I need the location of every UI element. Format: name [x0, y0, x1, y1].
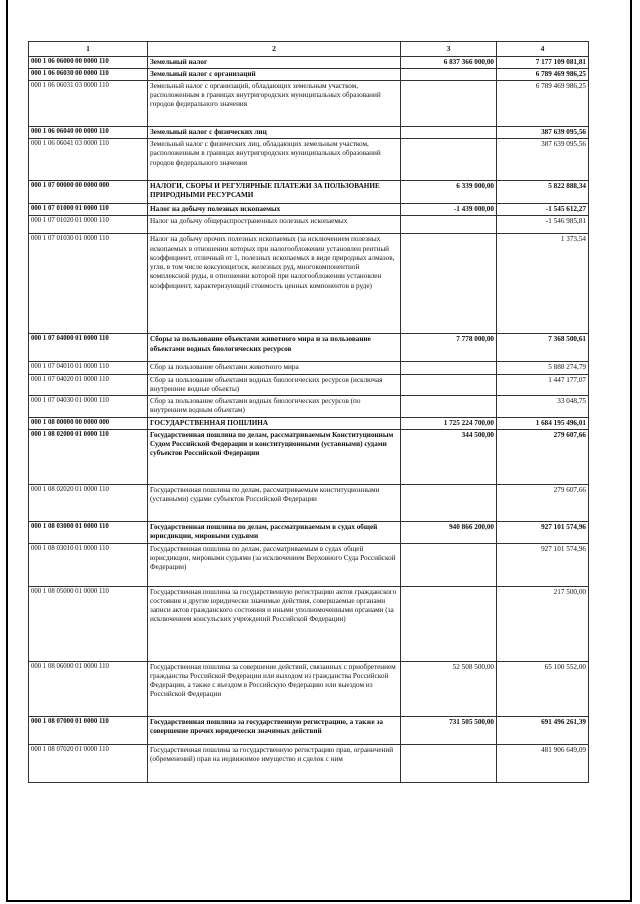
row-name: Государственная пошлина за государственную регистрацию, а также за совершение прочих юридически значимых действий — [148, 716, 401, 744]
row-code: 000 1 06 06041 03 0000 110 — [29, 139, 148, 181]
row-name: Государственная пошлина за государственную регистрацию актов гражданского состояния и другие юридически значимые действия, совершаемые органами записи актов гражданского состояния и иными уполномоченными органами (за исключением консульских учреждений Российской Федерации) — [148, 586, 401, 661]
row-plan-amount — [401, 543, 497, 586]
row-plan-amount: 6 837 366 000,00 — [401, 56, 497, 68]
row-plan-amount — [401, 127, 497, 139]
table-row — [29, 56, 589, 68]
row-plan-amount — [401, 362, 497, 374]
row-code: 000 1 07 01030 01 0000 110 — [29, 234, 148, 334]
row-fact-amount: -1 545 612,27 — [497, 204, 589, 216]
table-row — [29, 521, 589, 543]
row-name: Государственная пошлина по делам, рассматриваемым в судах общей юрисдикции, мировыми судьями (за исключением Верховного Суда Российской Федерации) — [148, 543, 401, 586]
row-name: Земельный налог с физических лиц, обладающих земельным участком, расположенным в границах внутригородских муниципальных образований городов федерального значения — [148, 139, 401, 181]
row-name: Налог на добычу полезных ископаемых — [148, 204, 401, 216]
row-plan-amount — [401, 374, 497, 395]
row-fact-amount: 5 888 274,79 — [497, 362, 589, 374]
table-row — [29, 543, 589, 586]
row-name: НАЛОГИ, СБОРЫ И РЕГУЛЯРНЫЕ ПЛАТЕЖИ ЗА ПОЛЬЗОВАНИЕ ПРИРОДНЫМИ РЕСУРСАМИ — [148, 181, 401, 204]
table-row — [29, 586, 589, 661]
row-code: 000 1 08 07020 01 0000 110 — [29, 744, 148, 782]
table-row — [29, 181, 589, 204]
table-row — [29, 429, 589, 484]
row-code: 000 1 08 03000 01 0000 110 — [29, 521, 148, 543]
row-code: 000 1 07 00000 00 0000 000 — [29, 181, 148, 204]
row-plan-amount — [401, 81, 497, 127]
row-fact-amount: 691 496 261,39 — [497, 716, 589, 744]
row-code: 000 1 07 04020 01 0000 110 — [29, 374, 148, 395]
row-fact-amount: 7 368 500,61 — [497, 334, 589, 362]
row-name: Земельный налог — [148, 56, 401, 68]
row-name: Сборы за пользование объектами животного мира и за пользование объектами водных биологических ресурсов — [148, 334, 401, 362]
row-fact-amount: 1 447 177,07 — [497, 374, 589, 395]
row-fact-amount: 279 607,66 — [497, 484, 589, 521]
row-fact-amount: 217 500,00 — [497, 586, 589, 661]
row-code: 000 1 07 01020 01 0000 110 — [29, 216, 148, 234]
row-name: Сбор за пользование объектами водных биологических ресурсов (исключая внутренние водные объекты) — [148, 374, 401, 395]
header-col-1: 1 — [29, 42, 148, 57]
table-row — [29, 744, 589, 782]
row-plan-amount: 7 778 000,00 — [401, 334, 497, 362]
row-code: 000 1 07 04000 01 0000 110 — [29, 334, 148, 362]
row-plan-amount — [401, 586, 497, 661]
table-row — [29, 234, 589, 334]
row-fact-amount: 481 906 649,09 — [497, 744, 589, 782]
row-name: Государственная пошлина по делам, рассматриваемым конституционными (уставными) судами субъектов Российской Федерации — [148, 484, 401, 521]
row-plan-amount — [401, 139, 497, 181]
row-fact-amount: -1 546 985,81 — [497, 216, 589, 234]
row-plan-amount: 344 500,00 — [401, 429, 497, 484]
row-name: Государственная пошлина за совершение действий, связанных с приобретением гражданства Российской Федерации или выходом из гражданства Российской Федерации, а также с въездом в Российскую Федерацию или выездом из Российской Федерации — [148, 661, 401, 716]
row-plan-amount: 52 508 500,00 — [401, 661, 497, 716]
row-name: Сбор за пользование объектами водных биологических ресурсов (по внутренним водным объектам) — [148, 396, 401, 417]
table-row — [29, 484, 589, 521]
row-name: Земельный налог с физических лиц — [148, 127, 401, 139]
row-code: 000 1 06 06030 00 0000 110 — [29, 68, 148, 80]
row-plan-amount: -1 439 000,00 — [401, 204, 497, 216]
table-row — [29, 716, 589, 744]
table-row — [29, 362, 589, 374]
row-code: 000 1 08 05000 01 0000 110 — [29, 586, 148, 661]
table-row — [29, 417, 589, 429]
row-plan-amount — [401, 68, 497, 80]
row-plan-amount: 731 505 500,00 — [401, 716, 497, 744]
row-code: 000 1 06 06000 00 0000 110 — [29, 56, 148, 68]
row-code: 000 1 08 07000 01 0000 110 — [29, 716, 148, 744]
header-row — [29, 42, 589, 57]
row-fact-amount: 5 822 888,34 — [497, 181, 589, 204]
row-plan-amount — [401, 396, 497, 417]
table-row — [29, 81, 589, 127]
row-plan-amount — [401, 234, 497, 334]
row-plan-amount — [401, 484, 497, 521]
header-col-2: 2 — [148, 42, 401, 57]
row-code: 000 1 07 04010 01 0000 110 — [29, 362, 148, 374]
row-fact-amount: 6 789 469 986,25 — [497, 68, 589, 80]
row-plan-amount: 940 866 200,00 — [401, 521, 497, 543]
table-row — [29, 396, 589, 417]
row-fact-amount: 279 607,66 — [497, 429, 589, 484]
row-code: 000 1 06 06031 03 0000 110 — [29, 81, 148, 127]
table-row — [29, 68, 589, 80]
table-row — [29, 216, 589, 234]
row-plan-amount — [401, 216, 497, 234]
row-code: 000 1 08 03010 01 0000 110 — [29, 543, 148, 586]
row-name: Государственная пошлина за государственную регистрацию прав, ограничений (обременений) прав на недвижимое имущество и сделок с ним — [148, 744, 401, 782]
header-col-3: 3 — [401, 42, 497, 57]
row-code: 000 1 08 02020 01 0000 110 — [29, 484, 148, 521]
row-name: Земельный налог с организаций — [148, 68, 401, 80]
row-name: Земельный налог с организаций, обладающих земельным участком, расположенным в границах внутригородских муниципальных образований городов федерального значения — [148, 81, 401, 127]
row-fact-amount: 1 684 195 496,01 — [497, 417, 589, 429]
row-name: Налог на добычу прочих полезных ископаемых (за исключением полезных ископаемых в отношении которых при налогообложении установлен рентный коэффициент, отличный от 1, полезных ископаемых в виде природных алмазов, угля, в том числе коксующегося, железных руд, многокомпонентной комплексной руды, в отношении которой при налогообложении установлен коэффициент, характеризующий стоимость ценных компонентов в руде) — [148, 234, 401, 334]
row-code: 000 1 08 06000 01 0000 110 — [29, 661, 148, 716]
row-fact-amount: 927 101 574,96 — [497, 543, 589, 586]
table-body — [29, 56, 589, 782]
row-plan-amount — [401, 744, 497, 782]
row-fact-amount: 33 048,75 — [497, 396, 589, 417]
row-code: 000 1 06 06040 00 0000 110 — [29, 127, 148, 139]
row-code: 000 1 08 02000 01 0000 110 — [29, 429, 148, 484]
row-plan-amount: 1 725 224 700,00 — [401, 417, 497, 429]
table-row — [29, 127, 589, 139]
header-col-4: 4 — [497, 42, 589, 57]
table-row — [29, 661, 589, 716]
table-row — [29, 139, 589, 181]
row-name: Государственная пошлина по делам, рассматриваемым Конституционным Судом Российской Федерации и конституционными (уставными) судами субъектов Российской Федерации — [148, 429, 401, 484]
row-name: ГОСУДАРСТВЕННАЯ ПОШЛИНА — [148, 417, 401, 429]
row-name: Сбор за пользование объектами животного мира — [148, 362, 401, 374]
row-fact-amount: 387 639 095,56 — [497, 139, 589, 181]
row-plan-amount: 6 339 000,00 — [401, 181, 497, 204]
row-fact-amount: 6 789 469 986,25 — [497, 81, 589, 127]
table-row — [29, 204, 589, 216]
table-row — [29, 334, 589, 362]
row-fact-amount: 1 373,54 — [497, 234, 589, 334]
row-fact-amount: 7 177 109 081,81 — [497, 56, 589, 68]
row-code: 000 1 07 01000 01 0000 110 — [29, 204, 148, 216]
row-code: 000 1 08 00000 00 0000 000 — [29, 417, 148, 429]
row-fact-amount: 65 100 552,00 — [497, 661, 589, 716]
row-code: 000 1 07 04030 01 0000 110 — [29, 396, 148, 417]
row-fact-amount: 927 101 574,96 — [497, 521, 589, 543]
table-row — [29, 374, 589, 395]
row-name: Государственная пошлина по делам, рассматриваемым в судах общей юрисдикции, мировыми судьями — [148, 521, 401, 543]
row-name: Налог на добычу общераспространенных полезных ископаемых — [148, 216, 401, 234]
revenue-table — [28, 41, 589, 783]
row-fact-amount: 387 639 095,56 — [497, 127, 589, 139]
